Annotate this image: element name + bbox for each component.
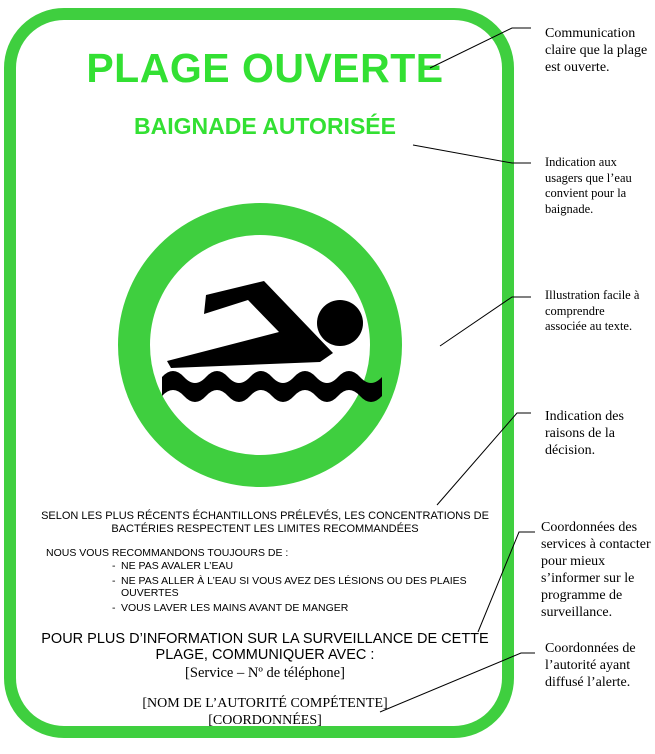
annotation-illustration: Illustration facile à comprendre associée au texte. [545,288,640,333]
reason-text: SELON LES PLUS RÉCENTS ÉCHANTILLONS PRÉLEVÉS, LES CONCENTRATIONS DE BACTÉRIES RESPECTENT LES LIMITES RECOMMANDÉES [41,510,489,535]
callout-line-2 [413,145,531,163]
recommendation-item: - VOUS LAVER LES MAINS AVANT DE MANGER [112,602,504,615]
annotation-water-ok: Indication aux usagers que l’eau convient pour la baignade. [545,155,632,216]
annotation-open: Communication claire que la plage est ouverte. [545,26,648,75]
recommendations-intro: NOUS VOUS RECOMMANDONS TOUJOURS DE : [46,547,289,559]
recommendation-item: - NE PAS AVALER L’EAU [112,560,504,573]
info-line: POUR PLUS D’INFORMATION SUR LA SURVEILLANCE DE CETTE PLAGE, COMMUNIQUER AVEC : [41,631,489,663]
sign-title: PLAGE OUVERTE [86,45,444,91]
callout-line-6 [380,653,535,712]
authority-coords: [COORDONNÉES] [208,713,322,728]
callout-line-3 [440,297,531,346]
annotation-authority: Coordonnées de l’autorité ayant diffusé l’alerte. [545,641,636,690]
authority-name: [NOM DE L’AUTORITÉ COMPÉTENTE] [142,696,388,711]
service-line: [Service – Nº de téléphone] [185,665,345,681]
callout-line-5 [478,532,535,632]
sign-subtitle: BAIGNADE AUTORISÉE [134,113,396,139]
recommendation-item: - NE PAS ALLER À L’EAU SI VOUS AVEZ DES LÉSIONS OU DES PLAIES OUVERTES [112,575,504,600]
annotation-services: Coordonnées des services à contacter pour mieux s’informer sur le programme de surveillance. [541,520,651,620]
callout-line-4 [437,413,531,505]
annotation-reasons: Indication des raisons de la décision. [545,409,624,458]
callout-line-1 [430,28,531,68]
